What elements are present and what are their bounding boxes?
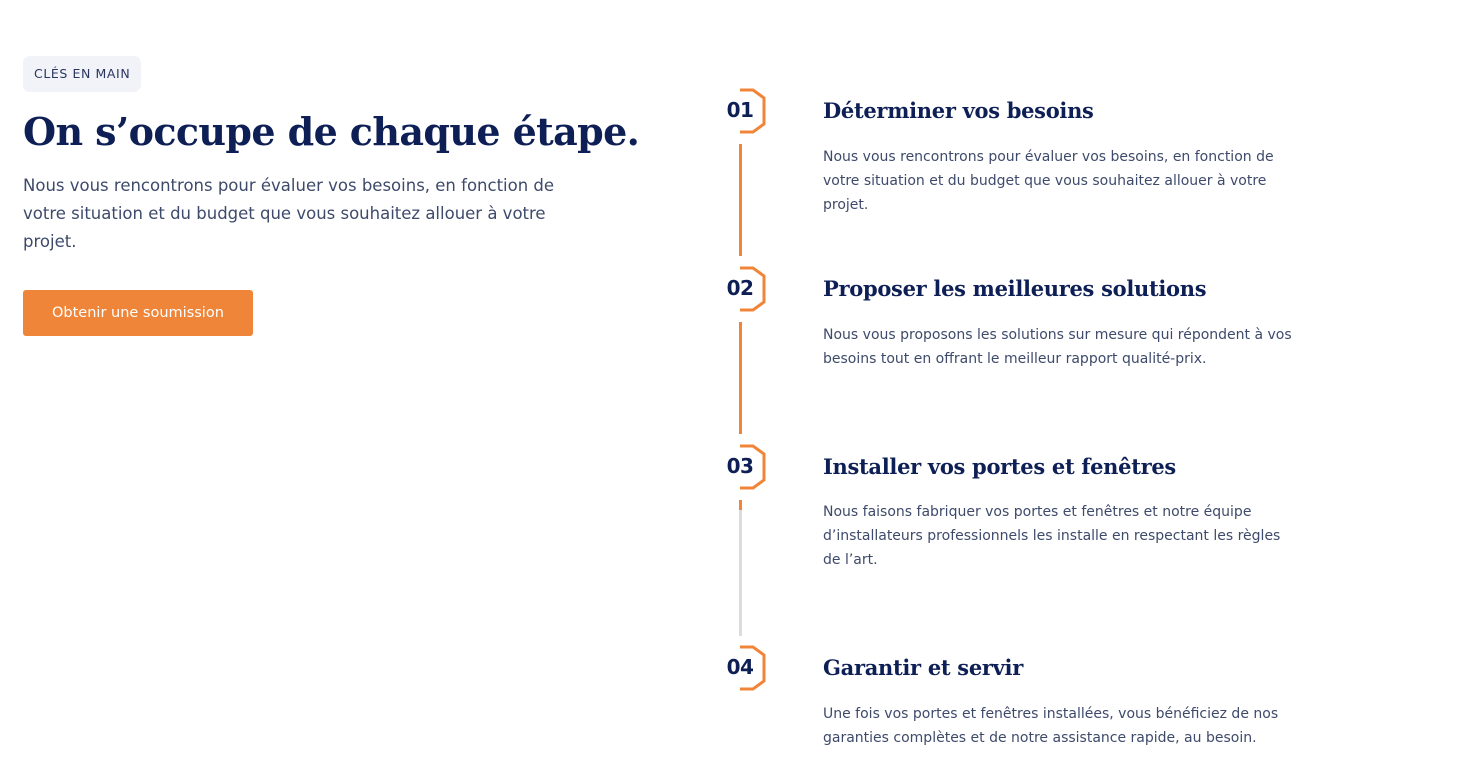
step-description: Une fois vos portes et fenêtres installées, vous bénéficiez de nos garanties complètes et de notre assistance rapide, au besoin. <box>823 706 1279 746</box>
step-number: 04 <box>726 655 754 679</box>
step-number: 03 <box>726 454 754 478</box>
timeline-connector-2 <box>739 322 742 434</box>
step-title: Proposer les meilleures solutions <box>823 276 1207 301</box>
step-number: 01 <box>726 98 754 122</box>
step-description: Nous vous rencontrons pour évaluer vos besoins, en fonction de votre situation et du budget que vous souhaitez allouer à votre projet. <box>823 149 1274 213</box>
step-description: Nous vous proposons les solutions sur mesure qui répondent à vos besoins tout en offrant le meilleur rapport qualité-prix. <box>823 327 1292 367</box>
step-description: Nous faisons fabriquer vos portes et fenêtres et notre équipe d’installateurs professionnels les installe en respectant les règles de l’art. <box>823 504 1281 568</box>
page-title: On s’occupe de chaque étape. <box>23 109 640 154</box>
step-title: Installer vos portes et fenêtres <box>823 454 1176 479</box>
hero-description: Nous vous rencontrons pour évaluer vos besoins, en fonction de votre situation et du budget que vous souhaitez allouer à votre projet. <box>23 176 555 251</box>
timeline-connector-1 <box>739 144 742 256</box>
hero-section <box>23 56 643 336</box>
step-number: 02 <box>726 276 754 300</box>
timeline-connector-3a <box>739 500 742 510</box>
timeline-connector-3b <box>739 510 742 636</box>
eyebrow-badge: CLÉS EN MAIN <box>23 56 141 92</box>
get-quote-button[interactable]: Obtenir une soumission <box>23 290 253 336</box>
step-title: Déterminer vos besoins <box>823 98 1094 123</box>
step-title: Garantir et servir <box>823 655 1023 680</box>
